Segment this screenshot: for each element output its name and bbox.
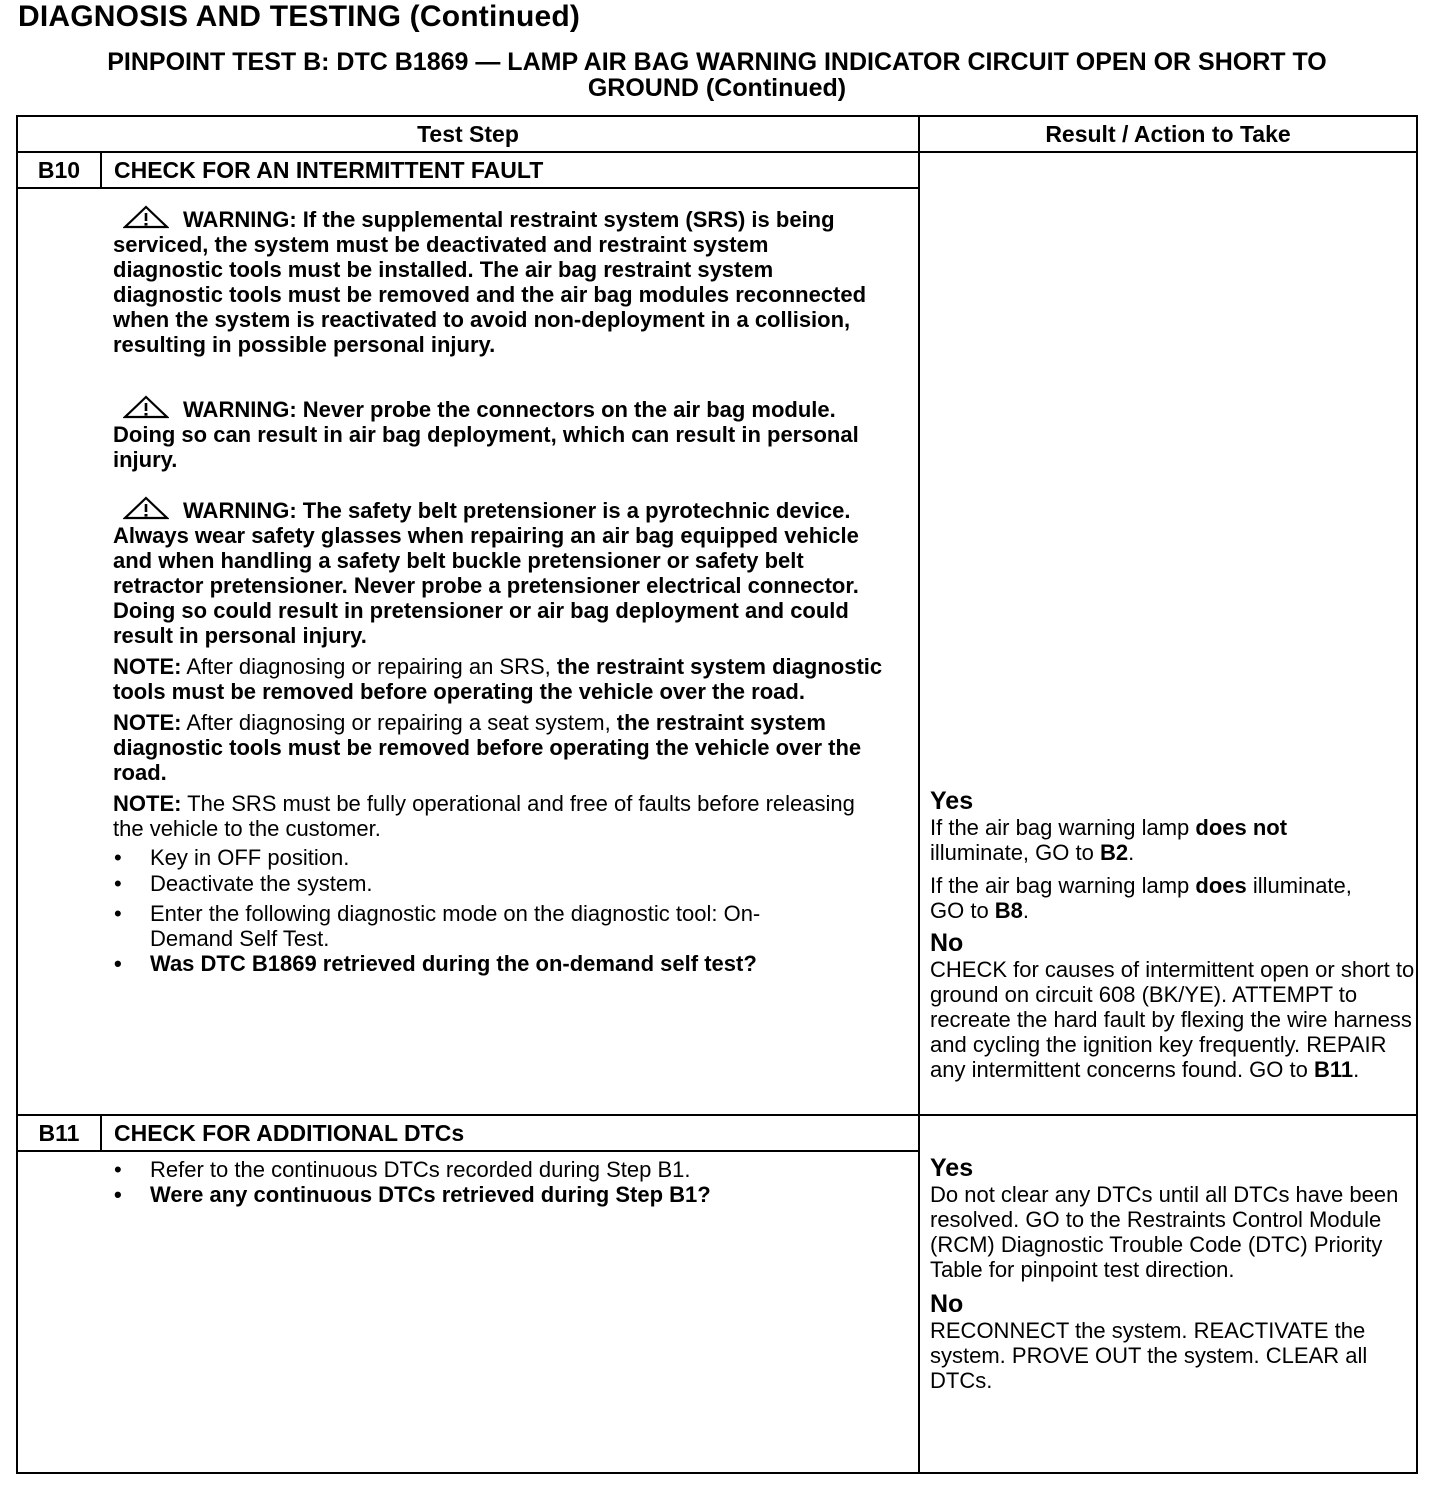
list-item: • Refer to the continuous DTCs recorded during Step B1. — [113, 1157, 883, 1182]
step-b11-title-divider — [18, 1150, 918, 1152]
column-header-result: Result / Action to Take — [1045, 121, 1291, 147]
step-b10-bullets — [113, 845, 883, 976]
warning-never-probe: WARNING: Never probe the connectors on the air bag module. Doing so can result in air bag deployment, which can result in personal injury. — [113, 397, 859, 472]
result-yes-text: Do not clear any DTCs until all DTCs have been resolved. GO to the Restraints Control Module (RCM) Diagnostic Trouble Code (DTC) Priority Table for pinpoint test direction. — [930, 1182, 1399, 1282]
result-yes-label: Yes — [930, 787, 974, 815]
step-b10-result — [930, 787, 1418, 1082]
result-yes-does: If the air bag warning lamp does illuminate, GO to B8. — [930, 873, 1352, 923]
step-id-b10: B10 — [18, 153, 102, 187]
step-question: • Were any continuous DTCs retrieved during Step B1? — [113, 1182, 883, 1207]
step-b10-title-divider — [18, 187, 918, 189]
column-divider — [918, 117, 920, 1472]
step-b11-result — [930, 1154, 1418, 1393]
column-header-test-step: Test Step — [417, 121, 519, 147]
warning-triangle-icon — [123, 496, 169, 520]
step-b11-bullets — [113, 1157, 883, 1207]
note-srs-operational: NOTE: The SRS must be fully operational and free of faults before releasing the vehicle to the customer. — [113, 791, 855, 841]
step-b11-content — [113, 1157, 883, 1207]
list-item: • Key in OFF position. — [113, 845, 883, 870]
warning-triangle-icon — [123, 205, 169, 229]
page-title: DIAGNOSIS AND TESTING (Continued) — [18, 0, 581, 33]
result-yes-does-not: If the air bag warning lamp does not illuminate, GO to B2. — [930, 815, 1288, 865]
result-yes-label: Yes — [930, 1154, 974, 1182]
step-id-b11: B11 — [18, 1116, 102, 1150]
result-no-label: No — [930, 1290, 964, 1318]
pinpoint-test-title-line-2: GROUND (Continued) — [587, 74, 847, 102]
result-no-text: CHECK for causes of intermittent open or short to ground on circuit 608 (BK/YE). ATTEMPT to recreate the hard fault by flexing the wire harness and cycling the ignition key frequently. REPAIR any intermittent concerns found. GO to B11. — [930, 957, 1415, 1082]
list-item: • Enter the following diagnostic mode on the diagnostic tool: On-Demand Self Test. — [113, 901, 883, 951]
result-no-text: RECONNECT the system. REACTIVATE the system. PROVE OUT the system. CLEAR all DTCs. — [930, 1318, 1368, 1393]
warning-pretensioner: WARNING: The safety belt pretensioner is a pyrotechnic device. Always wear safety glasses when repairing an air bag equipped vehicle and when handling a safety belt buckle pretensioner or safety belt retractor pretensioner. Never probe a pretensioner electrical connector. Doing so could result in pretensioner or air bag deployment and could result in personal injury. — [113, 498, 859, 648]
pinpoint-test-title — [18, 49, 1416, 101]
step-title-b10: CHECK FOR AN INTERMITTENT FAULT — [114, 157, 544, 183]
result-no-label: No — [930, 929, 964, 957]
warning-triangle-icon — [123, 395, 169, 419]
step-b10-content — [113, 205, 883, 976]
note-seat-system: NOTE: After diagnosing or repairing a seat system, the restraint system diagnostic tools must be removed before operating the vehicle over the road. — [113, 710, 862, 785]
note-srs: NOTE: After diagnosing or repairing an SRS, the restraint system diagnostic tools must be removed before operating the vehicle over the road. — [113, 654, 883, 704]
warning-srs-service: WARNING: If the supplemental restraint system (SRS) is being serviced, the system must be deactivated and restraint system diagnostic tools must be installed. The air bag restraint system diagnostic tools must be removed and the air bag modules reconnected when the system is reactivated to avoid non-deployment in a collision, resulting in possible personal injury. — [113, 207, 867, 357]
list-item: • Deactivate the system. — [113, 871, 883, 896]
pinpoint-test-title-line-1: PINPOINT TEST B: DTC B1869 — LAMP AIR BAG WARNING INDICATOR CIRCUIT OPEN OR SHORT TO — [107, 48, 1327, 76]
pinpoint-test-table — [16, 115, 1418, 1474]
step-question: • Was DTC B1869 retrieved during the on-demand self test? — [113, 951, 883, 976]
step-title-b11: CHECK FOR ADDITIONAL DTCs — [114, 1120, 465, 1146]
